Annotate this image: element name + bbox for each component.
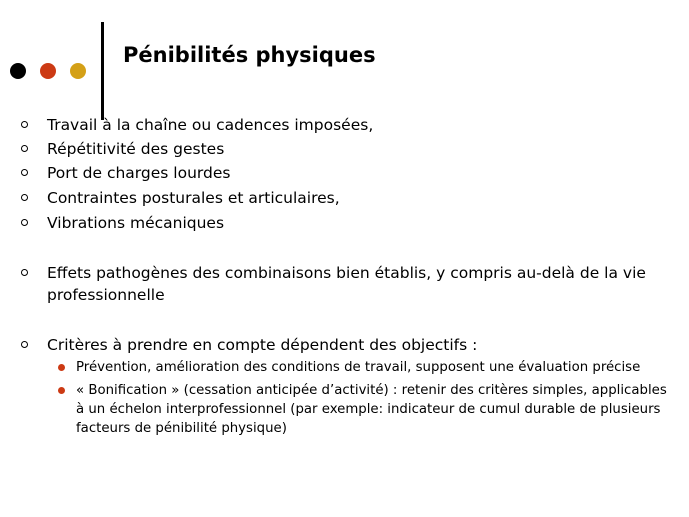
bullet-text: Travail à la chaîne ou cadences imposées, [47,116,374,134]
circle-bullet-icon [21,219,28,226]
black-dot-icon [10,63,26,79]
red-bullet-icon [58,364,65,371]
sub-bullet-text: Prévention, amélioration des conditions de travail, supposent une évaluation précise [76,360,641,375]
circle-bullet-icon [21,169,28,176]
circle-bullet-icon [21,145,28,152]
red-bullet-icon [58,387,65,394]
sub-bullet-text: « Bonification » (cessation anticipée d’activité) : retenir des critères simples, applicables à un échelon interprofessionnel (par exemple: indicateur de cumul durable de plusieurs facteurs de pénibilité physique) [76,383,667,436]
bullet-text: Effets pathogènes des combinaisons bien établis, y compris au-delà de la vie professionnelle [47,264,646,304]
bullet-text: Répétitivité des gestes [47,140,225,158]
slide-title: Pénibilités physiques [123,43,376,67]
bullet-text: Critères à prendre en compte dépendent des objectifs : [47,336,478,354]
circle-bullet-icon [21,341,28,348]
gold-dot-icon [70,63,86,79]
circle-bullet-icon [21,269,28,276]
bullet-text: Contraintes posturales et articulaires, [47,189,340,207]
circle-bullet-icon [21,194,28,201]
bullet-text: Port de charges lourdes [47,164,231,182]
red-dot-icon [40,63,56,79]
circle-bullet-icon [21,121,28,128]
title-divider [101,22,104,120]
bullet-text: Vibrations mécaniques [47,214,225,232]
